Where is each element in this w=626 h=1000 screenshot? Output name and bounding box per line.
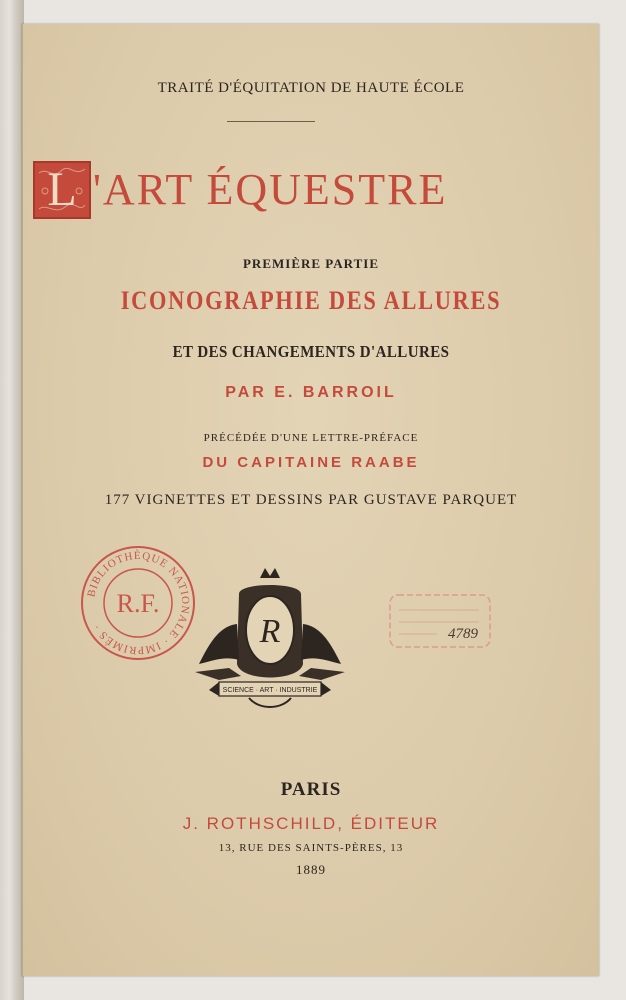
scan-edge: [0, 0, 24, 1000]
acquisition-stamp-icon: [387, 592, 497, 652]
acquisition-stamp: [387, 592, 497, 657]
initial-letter: L: [47, 163, 77, 216]
svg-text:SCIENCE · ART · INDUSTRIE: SCIENCE · ART · INDUSTRIE: [222, 687, 318, 694]
divider-rule: [227, 121, 315, 122]
imprint-city: PARIS: [280, 779, 342, 800]
publisher-name: J. ROTHSCHILD, ÉDITEUR: [182, 814, 440, 833]
svg-text:BIBLIOTHÈQUE NATIONALE · IMPRI: BIBLIOTHÈQUE NATIONALE · IMPRIMÉS ·: [85, 549, 192, 657]
svg-text:R: R: [259, 613, 281, 650]
publisher-emblem-icon: [189, 564, 351, 714]
svg-text:R.F.: R.F.: [116, 589, 160, 618]
library-stamp: [79, 544, 197, 667]
main-title: [23, 161, 599, 223]
illustrations-credit: 177 VIGNETTES ET DESSINS PAR GUSTAVE PARQUET: [104, 492, 518, 508]
publication-year: 1889: [296, 862, 326, 877]
part-label: PREMIÈRE PARTIE: [242, 256, 379, 271]
publisher-address: 13, RUE DES SAINTS-PÈRES, 13: [218, 842, 404, 854]
title-page: [22, 24, 599, 976]
preface-intro: PRÉCÉDÉE D'UNE LETTRE-PRÉFACE: [203, 432, 419, 444]
svg-text:4789: 4789: [448, 626, 478, 642]
publisher-emblem: [189, 564, 351, 719]
subtitle: ICONOGRAPHIE DES ALLURES: [120, 286, 502, 315]
author: PAR E. BARROIL: [225, 384, 397, 401]
series-title: TRAITÉ D'ÉQUITATION DE HAUTE ÉCOLE: [157, 80, 465, 96]
title-text: 'ART ÉQUESTRE: [93, 165, 448, 214]
preface-author: DU CAPITAINE RAABE: [202, 454, 420, 471]
subtitle-secondary: ET DES CHANGEMENTS D'ALLURES: [172, 342, 450, 361]
library-stamp-icon: [79, 544, 197, 662]
decorated-initial: [33, 161, 91, 219]
